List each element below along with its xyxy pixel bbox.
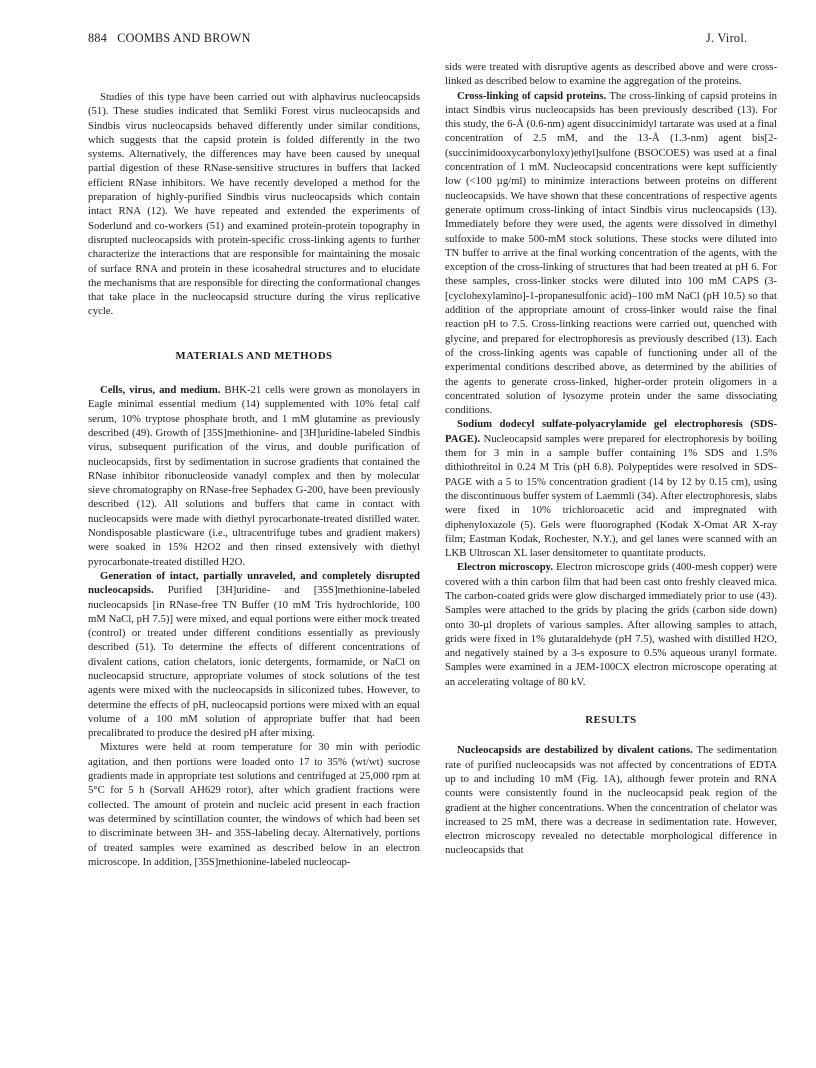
right-column — [445, 60, 777, 858]
cells-text: BHK-21 cells were grown as monolayers in Eagle minimal essential medium (14) supplemented with 10% fetal calf serum, 10% tryptose phosphate broth, and 1 mM glutamine as previously described (49). Growth of [35S]methionine- and [3H]uridine-labeled Sindbis virus, subsequent purification of the virus, and double purification of nucleocapsids, first by sedimentation in sucrose gradients that contained the RNase inhibitor ribonucleoside vanadyl complex and then by molecular sieve chromatography on RNase-free Sephadex G-200, have been previously described (12). All solutions and buffers that came in contact with nucleocapsids were made with diethyl pyrocarbonate-treated distilled water. Nondisposable plasticware (i.e., ultracentrifuge tubes and gradient makers) were soaked in 15% H2O2 and then rinsed extensively with diethyl pyrocarbonate-treated distilled H2O. — [88, 384, 421, 568]
mixtures-paragraph: Mixtures were held at room temperature for 30 min with periodic agitation, and then portions were loaded onto 17 to 35% (wt/wt) sucrose gradients made in appropriate test solutions and centrifuged at 25,000 rpm at 5°C for 5 h (Sorvall AH629 rotor), after which gradient fractions were collected. The amount of protein and nucleic acid present in each fraction was determined by scintillation counter, the windows of which had been set to discriminate between 3H- and 35S-labeling decay. Alternatively, portions of treated samples were examined as described below in an electron microscope. In addition, [35S]methionine-labeled nucleocap- — [88, 741, 420, 868]
em-text: Electron microscope grids (400-mesh copper) were covered with a thin carbon film that had been cast onto freshly cleaved mica. The carbon-coated grids were glow discharged immediately prior to use (43). Samples were attached to the grids by placing the grids (carbon side down) onto 30-µl droplets of various samples. After allowing samples to attach, grids were fixed in 1% glutaraldehyde (pH 7.5), washed with distilled H2O, and negatively stained by a 3-s exposure to 0.5% aqueous uranyl formate. Samples were examined in a JEM-100CX electron microscope operating at an accelerating voltage of 80 kV. — [445, 561, 778, 688]
sds-heading: Sodium dodecyl sulfate-polyacrylamide gel electrophoresis (SDS-PAGE). — [445, 418, 777, 445]
left-column — [88, 90, 420, 869]
crosslink-heading: Cross-linking of capsid proteins. — [457, 89, 607, 102]
results-sub-heading: Nucleocapsids are destabilized by divalent cations. — [457, 744, 693, 757]
results-text: The sedimentation rate of purified nucleocapsids was not affected by concentrations of EDTA up to and including 10 mM (Fig. 1A), although fewer protein and RNA counts were consistently found in the nucleocapsid peak region of the gradient at the higher concentrations. When the concentration of chelator was increased to 25 mM, there was a decrease in sedimentation rate. However, electron microscopy revealed no detectable morphological difference in nucleocapsids that — [445, 744, 777, 857]
journal-name: J. Virol. — [706, 31, 748, 45]
generation-heading: Generation of intact, partially unraveled, and completely disrupted nucleocapsids. — [88, 569, 420, 597]
crosslink-text: The cross-linking of capsid proteins in intact Sindbis virus nucleocapsids has been previously described (13). For this study, the 6-Å (0.6-nm) agent disuccinimidyl tartarate was used at a final concentration of 2.5 mM, and the 13-Å (1.3-nm) agent bis[2-(succinimidooxycarbonyloxy)ethyl]sulfone (BSOCOES) was used at a final concentration of 1 mM. Nucleocapsid concentrations were kept sufficiently low (<100 µg/ml) to minimize interactions between proteins on different nucleocapsids. We have shown that these concentrations of respective agents generate optimum cross-linking of intact Sindbis virus nucleocapsids (13). Immediately before they were used, the agents were dissolved in dimethyl sulfoxide to make 500-mM stock solutions. These stocks were diluted into TN buffer to arrive at the final working concentration of the agents, with the exception of the cross-linking of structures that had been treated at pH 6. For these samples, cross-linker stocks were diluted into 100 mM CAPS (3-[cyclohexylamino]-1-propanesulfonic acid)–100 mM NaCl (pH 10.5) so that addition of the appropriate amount of cross-linker would raise the final reaction pH to 7.5. Cross-linking reactions were carried out, quenched with glycine, and prepared for electrophoresis as previously described (13). Each of the cross-linking agents was capable of functioning under all of the experimental conditions described above, as determined by the abilities of the agents to generate cross-linked, higher-order protein oligomers in a concentrated solution of lysozyme protein under the same dissociating conditions. — [445, 89, 778, 417]
crosslink-paragraph — [445, 89, 777, 418]
cells-paragraph — [88, 383, 420, 569]
running-header — [88, 31, 251, 46]
results-paragraph — [445, 743, 777, 857]
em-paragraph — [445, 560, 777, 689]
section-heading-results: RESULTS — [585, 714, 637, 727]
section-heading-methods: MATERIALS AND METHODS — [175, 349, 333, 362]
generation-text: Purified [3H]uridine- and [35S]methionine-labeled nucleocapsids [in RNase-free TN Buffer (10 mM Tris hydrochloride, 100 mM NaCl, pH 7.5)] were mixed, and equal portions were either mock treated (control) or treated under different conditions essentially as previously described (51). To determine the effects of different concentrations of divalent cations, cation chelators, ionic detergents, formamide, or NaCl on nucleocapsid structure, appropriate volumes of stock solutions of the test agents were mixed with the nucleocapsids in siliconized tubes. However, to determine the effects of pH, nucleocapsid portions were mixed with an equal volume of a 100 mM solution of appropriate buffer that had been precalibrated to produce the desired pH after mixing. — [88, 584, 420, 740]
cells-heading: Cells, virus, and medium. — [100, 384, 221, 397]
continued-paragraph: sids were treated with disruptive agents as described above and were cross-linked as described below to examine the aggregation of the proteins. — [445, 61, 777, 88]
running-authors: COOMBS AND BROWN — [117, 31, 251, 45]
sds-text: Nucleocapsid samples were prepared for electrophoresis by boiling them for 3 min in a sample buffer containing 1% SDS and 1.5% dithiothreitol in 0.24 M Tris (pH 6.8). Polypeptides were resolved in SDS-PAGE with a 5 to 15% concentration gradient (14 by 12 by 0.15 cm), using the discontinuous buffer system of Laemmli (34). After electrophoresis, slabs were fixed in 10% trichloroacetic acid and impregnated with diphenyloxazole (5). Gels were fluorographed (Kodak X-Omat AR X-ray film; Eastman Kodak, Rochester, N.Y.), and gel lanes were scanned with an LKB Ultroscan XL laser densitometer to quantitate products. — [445, 432, 777, 560]
intro-paragraph: Studies of this type have been carried out with alphavirus nucleocapsids (51). These studies indicated that Semliki Forest virus nucleocapsids and Sindbis virus nucleocapsids behaved differently under similar conditions, which suggests that the capsid protein is folded differently in the two systems. Alternatively, the differences may have been caused by unequal partial digestion of these RNase-sensitive structures in buffers that lacked efficient RNase inhibitors. We have recently developed a method for the preparation of highly-purified Sindbis virus nucleocapsids which contain intact RNA (12). We have repeated and extended the experiments of Soderlund and co-workers (51) and examined protein-protein topography in disrupted nucleocapsids with protein-specific cross-linking agents to further characterize the interactions that are responsible for maintaining the mosaic of surface RNA and protein in these icosahedral structures and to elucidate the mechanisms that are responsible for directing the conformational changes that take place in the nucleocapsid structure during the virus replicative cycle. — [88, 91, 420, 318]
em-heading: Electron microscopy. — [457, 561, 554, 574]
sds-paragraph — [445, 417, 777, 560]
generation-paragraph — [88, 569, 420, 741]
page-number: 884 — [88, 31, 108, 45]
